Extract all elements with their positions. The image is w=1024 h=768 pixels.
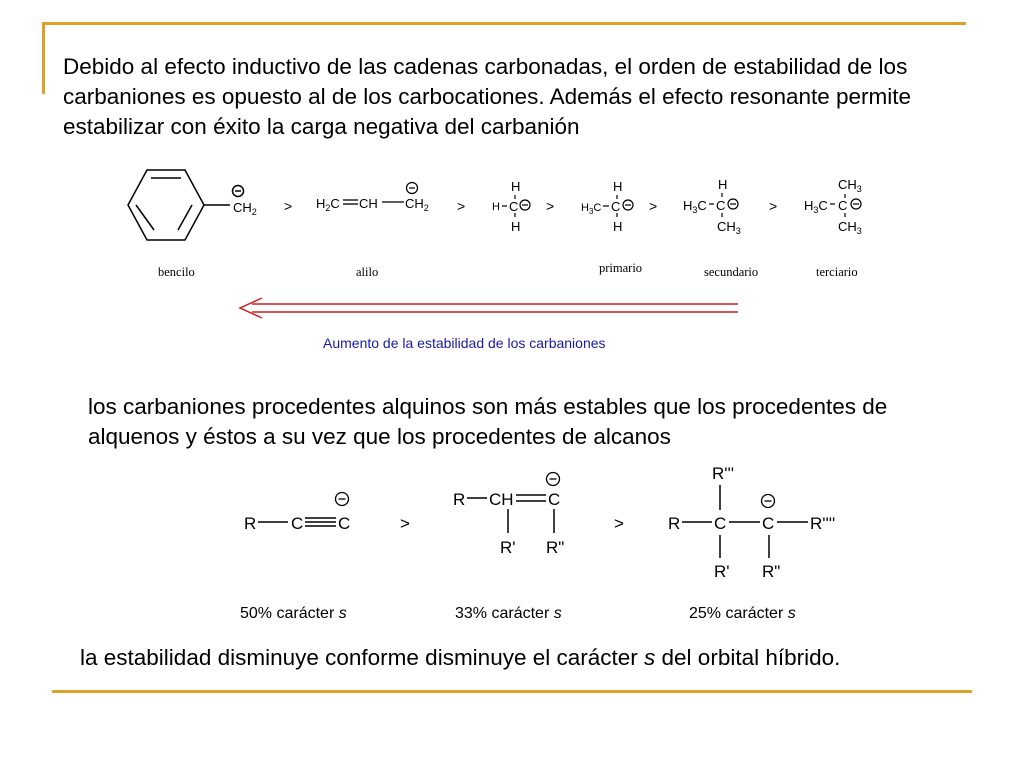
benzyl-carbanion (128, 170, 244, 240)
label-bencilo: bencilo (158, 265, 195, 279)
svg-text:R": R" (762, 562, 781, 581)
comparator-1: > (284, 198, 293, 214)
svg-text:C: C (838, 198, 848, 213)
svg-text:H3C: $H_3C$ (581, 202, 602, 216)
svg-text:CH: CH (359, 196, 378, 211)
svg-text:C: C (548, 490, 561, 509)
svg-text:R''': R''' (712, 464, 735, 483)
alkyne-comparison-paragraph: los carbaniones procedentes alquinos son más estables que los procedentes de alquenos y éstos a su vez que los procedentes de alcanos (88, 394, 888, 449)
svg-text:H: H (511, 219, 521, 234)
svg-text:CH3: $CH_3$ (838, 177, 862, 194)
alkynyl-carbanion (244, 493, 350, 534)
label-secundario: secundario (704, 265, 759, 279)
svg-text:R: R (453, 490, 466, 509)
svg-text:R': R' (500, 538, 516, 557)
primary-carbanion (581, 179, 633, 234)
svg-text:H: H (718, 177, 728, 192)
label-primario: primario (599, 261, 643, 275)
comparator-3: > (546, 198, 555, 214)
svg-text:C: C (611, 199, 621, 214)
svg-text:C: C (714, 514, 727, 533)
svg-text:H3C: $H_3C$ (683, 198, 707, 215)
label-terciario: terciario (816, 265, 858, 279)
svg-text:R: R (244, 514, 257, 533)
conclusion-s: s (644, 645, 656, 670)
comparator-5: > (769, 198, 778, 214)
svg-text:CH3: $CH_3$ (717, 219, 741, 236)
svg-text:C: C (338, 514, 351, 533)
label-33-percent: 33% carácter s (455, 605, 562, 622)
secondary-carbanion (683, 177, 741, 236)
svg-text:CH2: $CH_2$ (405, 196, 429, 213)
svg-text:H: H (613, 179, 623, 194)
svg-text:CH3: $CH_3$ (838, 219, 862, 236)
svg-text:C: C (716, 198, 726, 213)
svg-text:H: H (613, 219, 623, 234)
svg-text:R'''': R'''' (810, 514, 836, 533)
alkenyl-carbanion (453, 473, 564, 558)
label-alilo: alilo (356, 265, 379, 279)
intro-paragraph: Debido al efecto inductivo de las cadenas carbonadas, el orden de estabilidad de los carbaniones es opuesto al de los carbocationes. Además el efecto resonante permite estabilizar con éxito la carga negativa del carbanión (63, 54, 912, 139)
comparator-2: > (457, 198, 466, 214)
svg-text:C: C (291, 514, 304, 533)
svg-text:H3C: $H_3C$ (804, 198, 828, 215)
conclusion-text-end: del orbital híbrido. (655, 645, 841, 670)
label-25-percent: 25% carácter s (689, 605, 796, 622)
svg-text:C: C (509, 199, 519, 214)
allyl-carbanion (316, 183, 429, 214)
svg-text:R: R (668, 514, 681, 533)
stability-increase-arrow (240, 298, 738, 318)
label-50-percent: 50% carácter s (240, 605, 347, 622)
comparator-4: > (649, 198, 658, 214)
comparator-7: > (614, 514, 624, 533)
svg-text:R": R" (546, 538, 565, 557)
svg-text:C: C (762, 514, 775, 533)
svg-text:CH: CH (489, 490, 514, 509)
svg-text:H2C: $H_2C$ (316, 196, 340, 213)
svg-text:H: H (511, 179, 521, 194)
stability-caption: Aumento de la estabilidad de los carbaniones (323, 335, 606, 351)
benzyl-ch2: $CH_2$ (233, 200, 257, 217)
alkyl-carbanion (668, 464, 835, 581)
svg-text:R': R' (714, 562, 730, 581)
comparator-6: > (400, 514, 410, 533)
conclusion-text: la estabilidad disminuye conforme disminuye el carácter (80, 645, 645, 670)
methyl-carbanion (492, 179, 530, 234)
tertiary-carbanion (804, 177, 862, 236)
svg-text:H: H (492, 201, 500, 213)
